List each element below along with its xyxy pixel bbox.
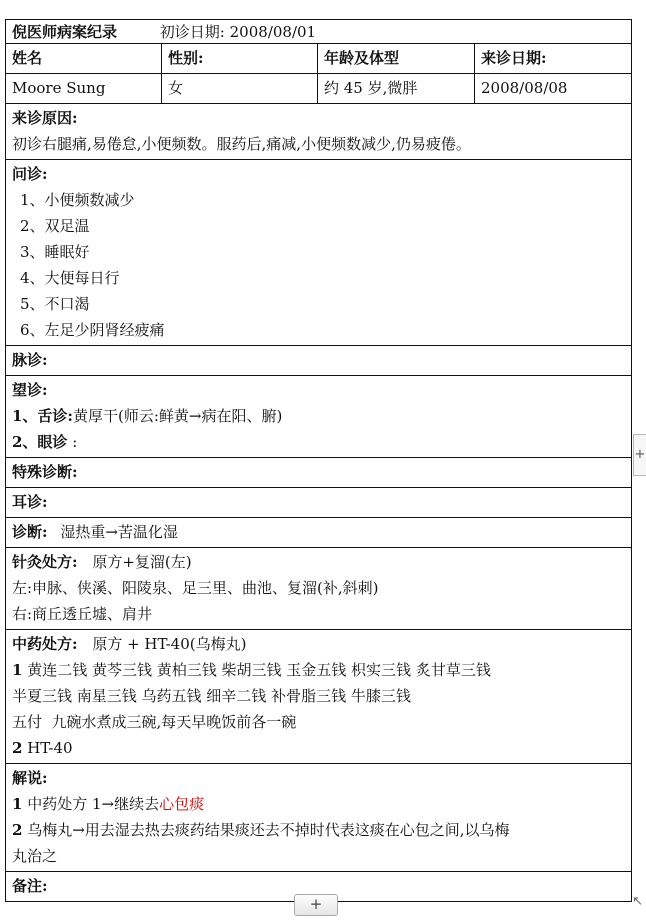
header-spacer-row <box>6 20 632 44</box>
patient-name: Moore Sung <box>6 74 162 104</box>
patient-visit-date: 2008/08/08 <box>475 74 632 104</box>
inquiry-item: 3、睡眠好 <box>20 243 90 261</box>
patient-row <box>6 74 632 104</box>
herbal-line-1 <box>12 657 625 683</box>
herbal-line-1-num: 1 <box>12 661 23 679</box>
inquiry-item: 4、大便每日行 <box>20 269 120 287</box>
explanation-line-1 <box>12 791 625 817</box>
acupuncture-text: 原方+复溜(左) <box>92 553 192 571</box>
inquiry-item: 6、左足少阴肾经疲痛 <box>20 321 165 339</box>
inquiry-label: 问诊: <box>12 165 48 183</box>
herbal-line-3: 五付 九碗水煮成三碗,每天早晚饭前各一碗 <box>12 713 297 731</box>
acupuncture-label: 针灸处方: <box>12 553 78 571</box>
inquiry-item: 1、小便频数减少 <box>20 191 135 209</box>
case-record-table <box>5 19 632 902</box>
inquiry-item: 2、双足温 <box>20 217 90 235</box>
eye-diagnosis <box>12 429 625 455</box>
special-section <box>6 458 632 488</box>
ear-section <box>6 488 632 518</box>
add-column-button[interactable]: + <box>633 434 646 476</box>
acupuncture-right: 右:商丘透丘墟、肩井 <box>12 605 153 623</box>
eye-label: 2、眼诊 <box>12 433 68 451</box>
acupuncture-section <box>6 548 632 630</box>
acupuncture-header <box>12 549 625 575</box>
reason-section <box>6 104 632 160</box>
herbal-section <box>6 630 632 764</box>
inquiry-section <box>6 160 632 346</box>
explanation-line-1-num: 1 <box>12 795 23 813</box>
add-row-button[interactable]: + <box>294 894 338 916</box>
explanation-line-2-cont: 丸治之 <box>12 847 58 865</box>
tongue-text: 黄厚干(师云:鲜黄→病在阳、腑) <box>72 407 283 425</box>
resize-handle-icon[interactable]: ↖ <box>632 894 643 909</box>
inquiry-item: 5、不口渴 <box>20 295 90 313</box>
herbal-label: 中药处方: <box>12 635 78 653</box>
explanation-line-2-text: 乌梅丸→用去湿去热去痰药结果痰还去不掉时代表这痰在心包之间,以乌梅 <box>27 821 510 839</box>
first-visit-date: 2008/08/01 <box>229 23 317 41</box>
inspection-label: 望诊: <box>12 381 48 399</box>
pulse-label: 脉诊: <box>6 346 632 376</box>
column-header-row <box>6 44 632 74</box>
explanation-highlight: 心包痰 <box>159 795 205 813</box>
diagnosis-text: 湿热重→苦温化湿 <box>60 523 178 541</box>
inspection-section <box>6 376 632 458</box>
explanation-line-2 <box>12 817 625 843</box>
col-gender-label: 性别: <box>162 44 318 74</box>
explanation-section <box>6 764 632 872</box>
explanation-label: 解说: <box>12 769 48 787</box>
first-visit-label: 初诊日期: <box>159 23 225 41</box>
herbal-text: 原方 + HT-40(乌梅丸) <box>92 635 247 653</box>
col-visit-date-label: 来诊日期: <box>475 44 632 74</box>
herbal-line-2: 半夏三钱 南星三钱 乌药五钱 细辛二钱 补骨脂三钱 牛膝三钱 <box>12 687 411 705</box>
ear-label: 耳诊: <box>6 488 632 518</box>
herbal-line-4-text: HT-40 <box>27 739 73 757</box>
acupuncture-left: 左:申脉、侠溪、阳陵泉、足三里、曲池、复溜(补,斜刺) <box>12 579 379 597</box>
herbal-line-4 <box>12 735 625 761</box>
pulse-section <box>6 346 632 376</box>
diagnosis-section <box>6 518 632 548</box>
patient-gender: 女 <box>162 74 318 104</box>
explanation-line-1-text: 中药处方 1→继续去 <box>27 795 160 813</box>
tongue-label: 1、舌诊: <box>12 407 73 425</box>
patient-age-build: 约 45 岁,微胖 <box>318 74 475 104</box>
col-name-label: 姓名 <box>6 44 162 74</box>
herbal-line-1-text: 黄连二钱 黄芩三钱 黄柏三钱 柴胡三钱 玉金五钱 枳实三钱 炙甘草三钱 <box>27 661 491 679</box>
diagnosis-label: 诊断: <box>12 523 48 541</box>
notes-label: 备注: <box>6 872 632 902</box>
explanation-line-2-num: 2 <box>12 821 23 839</box>
special-label: 特殊诊断: <box>6 458 632 488</box>
tongue-diagnosis <box>12 403 625 429</box>
reason-text: 初诊右腿痛,易倦怠,小便频数。服药后,痛减,小便频数减少,仍易疲倦。 <box>12 135 471 153</box>
eye-text: : <box>72 433 78 451</box>
herbal-header <box>12 631 625 657</box>
col-age-label: 年龄及体型 <box>318 44 475 74</box>
record-title: 倪医师病案纪录 <box>12 23 118 41</box>
herbal-line-4-num: 2 <box>12 739 23 757</box>
reason-label: 来诊原因: <box>12 109 78 127</box>
